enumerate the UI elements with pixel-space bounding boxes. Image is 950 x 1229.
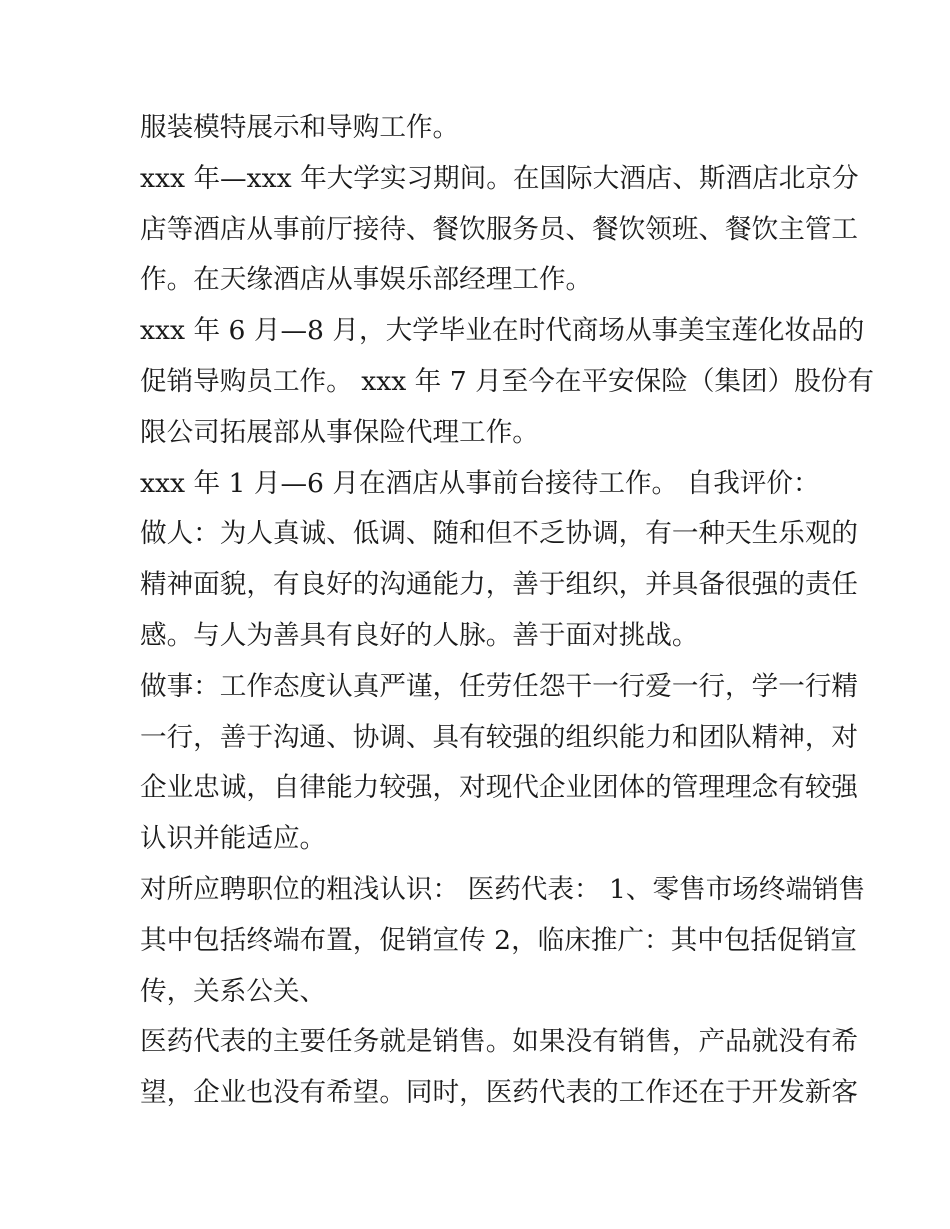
text-line: 作。在天缘酒店从事娱乐部经理工作。 <box>140 264 593 296</box>
text-line: 其中包括终端布置，促销宣传 2，临床推广：其中包括促销宣 <box>140 924 857 956</box>
text-line: xxx 年 6 月—8 月，大学毕业在时代商场从事美宝莲化妆品的 <box>140 315 865 347</box>
text-line: 做人：为人真诚、低调、随和但不乏协调，有一种天生乐观的 <box>140 518 859 550</box>
text-line: 服装模特展示和导购工作。 <box>140 112 460 143</box>
text-line: 认识并能适应。 <box>140 823 327 855</box>
text-line: xxx 年—xxx 年大学实习期间。在国际大酒店、斯酒店北京分 <box>140 162 859 194</box>
document-body <box>140 103 874 1119</box>
text-line: 一行，善于沟通、协调、具有较强的组织能力和团队精神，对 <box>140 721 859 753</box>
text-line: 店等酒店从事前厅接待、餐饮服务员、餐饮领班、餐饮主管工 <box>140 213 859 245</box>
text-line: 促销导购员工作。 xxx 年 7 月至今在平安保险（集团）股份有 <box>140 365 874 397</box>
text-line: 传，关系公关、 <box>140 975 327 1007</box>
text-line: 望，企业也没有希望。同时，医药代表的工作还在于开发新客 <box>140 1077 859 1109</box>
text-line: xxx 年 1 月—6 月在酒店从事前台接待工作。 自我评价： <box>140 467 820 499</box>
text-line: 限公司拓展部从事保险代理工作。 <box>140 416 539 448</box>
text-line: 对所应聘职位的粗浅认识： 医药代表： 1、零售市场终端销售 <box>140 873 866 905</box>
text-line: 医药代表的主要任务就是销售。如果没有销售，产品就没有希 <box>140 1026 859 1058</box>
text-line: 感。与人为善具有良好的人脉。善于面对挑战。 <box>140 619 699 651</box>
text-line: 做事：工作态度认真严谨，任劳任怨干一行爱一行，学一行精 <box>140 670 859 702</box>
text-line: 精神面貌，有良好的沟通能力，善于组织，并具备很强的责任 <box>140 569 859 601</box>
text-line: 企业忠诚，自律能力较强，对现代企业团体的管理理念有较强 <box>140 772 859 804</box>
